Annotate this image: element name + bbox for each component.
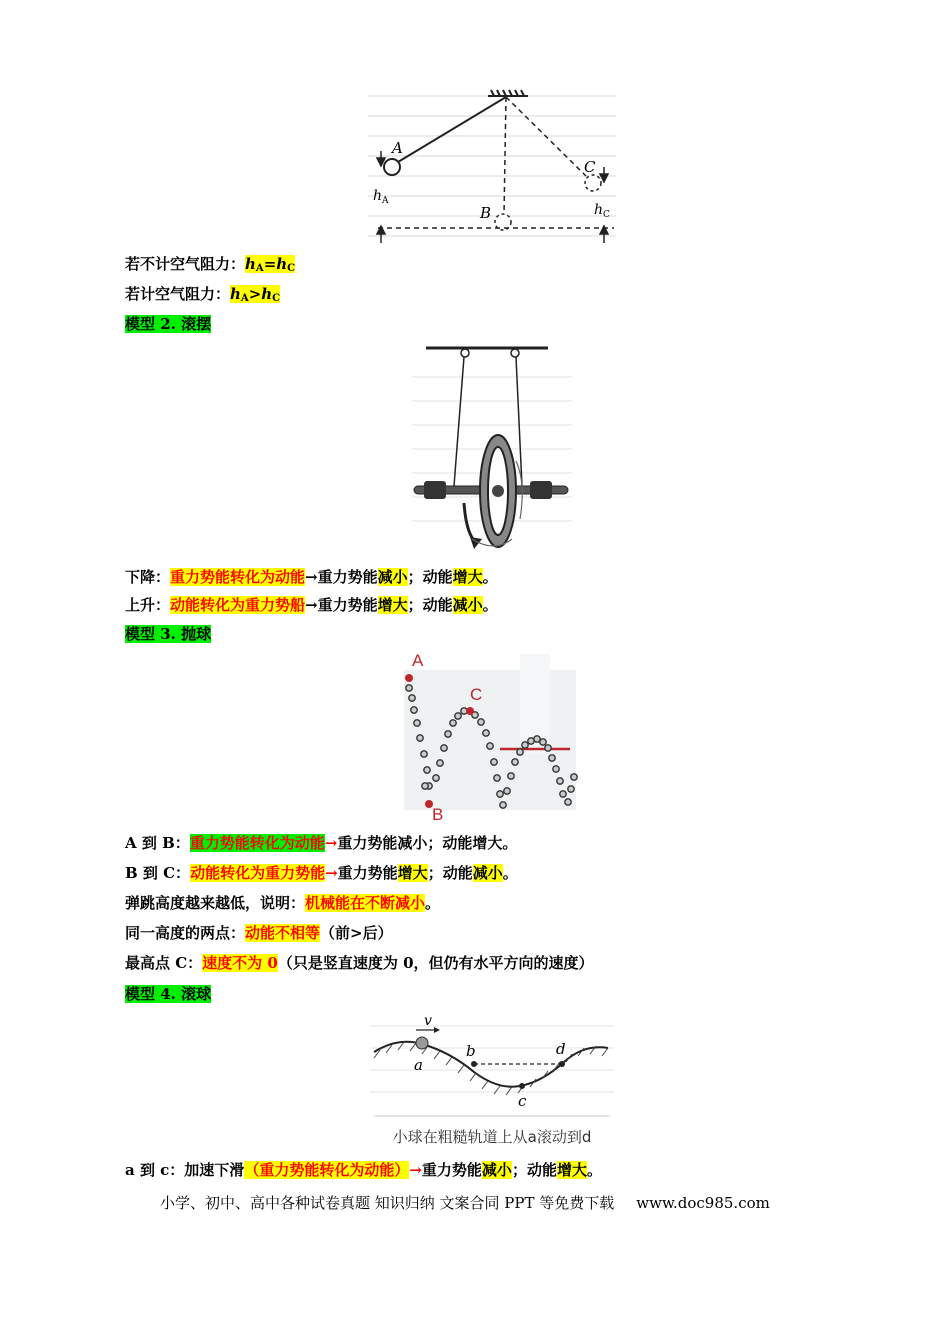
track-caption: 小球在粗糙轨道上从a滚动到d — [392, 1128, 592, 1146]
b-to-c-line: B 到 C：动能转化为重力势能→重力势能增大；动能减小。 — [125, 864, 518, 882]
maxwell-wheel-figure — [412, 343, 572, 551]
label-hc: $h_C$ — [594, 202, 610, 220]
footer — [160, 1192, 770, 1213]
track-label-c: c — [518, 1092, 527, 1110]
footer-url[interactable]: www.doc985.com — [636, 1194, 770, 1212]
rough-track-figure — [370, 1012, 614, 1152]
model3-heading: 模型 3. 抛球 — [125, 625, 212, 643]
track-label-d: d — [556, 1040, 566, 1058]
track-label-a: a — [414, 1056, 423, 1074]
bounce-label-c: C — [470, 685, 483, 704]
ha-gt-hc: $h_A>h_C$ — [230, 285, 281, 304]
a-to-c-line: a 到 c：加速下滑（重力势能转化为动能）→重力势能减小；动能增大。 — [125, 1161, 602, 1179]
track-label-v: v — [424, 1013, 432, 1029]
ascend-line: 上升：动能转化为重力势船→重力势能增大；动能减小。 — [125, 596, 498, 614]
a-to-b-line: A 到 B：重力势能转化为动能→重力势能减小；动能增大。 — [125, 834, 518, 852]
model4-heading: 模型 4. 滚球 — [125, 985, 212, 1003]
no-air-resistance-line: 若不计空气阻力：$h_A=h_C$ — [125, 255, 296, 274]
pendulum-figure — [368, 88, 616, 246]
bounce-height-line: 弹跳高度越来越低，说明：机械能在不断减小。 — [125, 894, 441, 912]
air-resistance-line: 若计空气阻力：$h_A>h_C$ — [125, 285, 281, 304]
descend-line: 下降：重力势能转化为动能→重力势能减小；动能增大。 — [125, 568, 498, 586]
label-ha: $h_A$ — [373, 188, 389, 206]
bounce-label-a: A — [412, 651, 424, 670]
ha-eq-hc: $h_A=h_C$ — [245, 255, 296, 274]
same-height-line: 同一高度的两点：动能不相等（前>后） — [125, 924, 393, 942]
model2-heading: 模型 2. 滚摆 — [125, 315, 212, 333]
label-b: B — [480, 204, 492, 222]
footer-text: 小学、初中、高中各种试卷真题 知识归纳 文案合同 PPT 等免费下载 — [160, 1194, 615, 1212]
label-c: C — [584, 158, 596, 176]
track-label-b: b — [466, 1042, 476, 1060]
bouncing-ball-figure — [400, 650, 582, 822]
label-a: A — [392, 139, 403, 157]
bounce-label-b: B — [432, 805, 444, 822]
highest-point-line: 最高点 C：速度不为 0（只是竖直速度为 0，但仍有水平方向的速度） — [125, 954, 594, 972]
